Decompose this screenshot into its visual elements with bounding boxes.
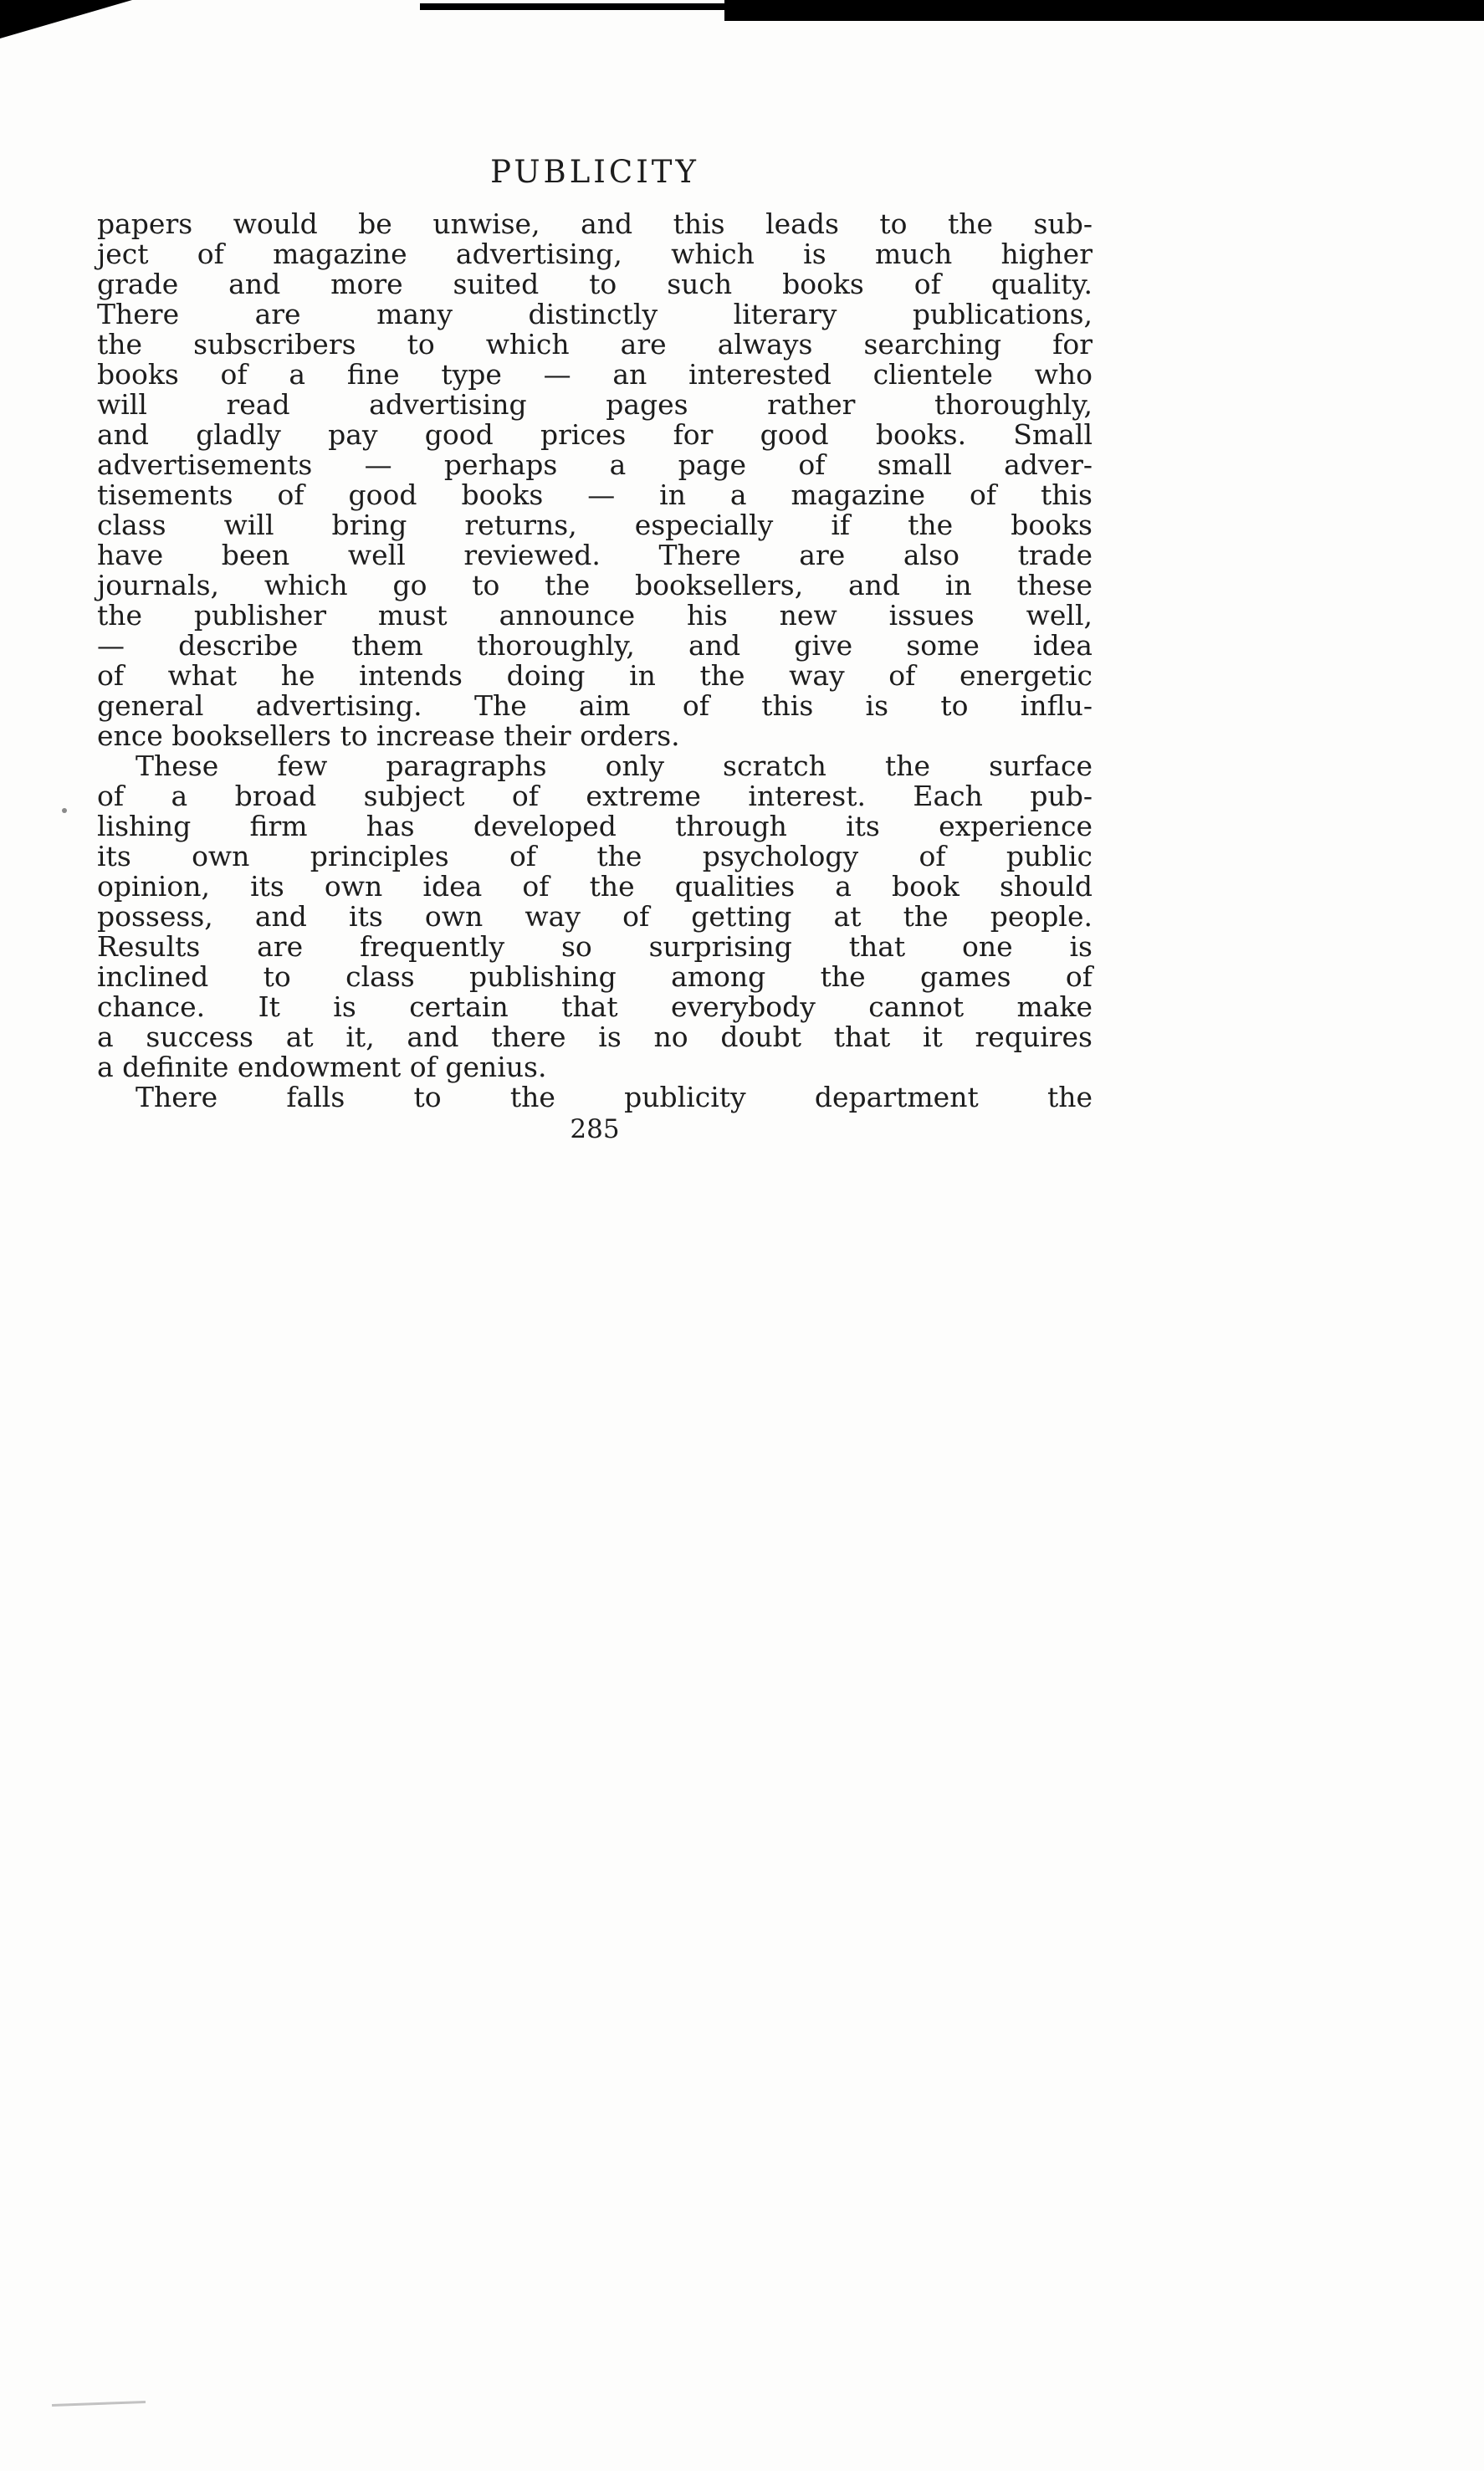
text-line: possess, and its own way of getting at the people. [97, 900, 1093, 933]
text-line: the publisher must announce his new issues well, [97, 599, 1093, 632]
text-line: There falls to the publicity department the [136, 1081, 1093, 1113]
text-line: books of a fine type — an interested clientele who [97, 358, 1093, 391]
text-line: advertisements — perhaps a page of small adver- [97, 448, 1093, 481]
text-line: tisements of good books — in a magazine of this [97, 478, 1093, 511]
scan-artifact-top-left [0, 0, 132, 38]
page-number: 285 [570, 1114, 620, 1144]
text-line: papers would be unwise, and this leads to the sub- [97, 207, 1093, 240]
text-line: the subscribers to which are always searching for [97, 328, 1093, 361]
text-line: journals, which go to the booksellers, and in these [97, 569, 1093, 601]
text-line: a success at it, and there is no doubt that it requires [97, 1021, 1093, 1053]
paragraph [97, 751, 1093, 1082]
text-line: inclined to class publishing among the games of [97, 960, 1093, 993]
text-line: and gladly pay good prices for good books. Small [97, 418, 1093, 451]
text-line: grade and more suited to such books of quality. [97, 268, 1093, 300]
text-block [97, 154, 1093, 1144]
text-line: Results are frequently so surprising that one is [97, 930, 1093, 963]
running-head: PUBLICITY [490, 154, 699, 190]
text-line: general advertising. The aim of this is to influ- [97, 689, 1093, 722]
text-line: ject of magazine advertising, which is much higher [97, 238, 1093, 270]
text-line: a definite endowment of genius. [97, 1051, 547, 1083]
body-text [97, 209, 1093, 1113]
scan-speck [62, 808, 67, 813]
paragraph [97, 209, 1093, 751]
text-line: There are many distinctly literary publications, [97, 298, 1093, 330]
text-line: ence booksellers to increase their orders. [97, 719, 680, 752]
text-line: of what he intends doing in the way of energetic [97, 659, 1093, 692]
text-line: of a broad subject of extreme interest. Each pub- [97, 780, 1093, 812]
scan-artifact-top-rule-thick [724, 0, 1484, 21]
text-line: These few paragraphs only scratch the surface [136, 749, 1093, 782]
text-line: class will bring returns, especially if the books [97, 509, 1093, 541]
scan-mark-bottom-left [52, 2401, 146, 2407]
text-line: will read advertising pages rather thoroughly, [97, 388, 1093, 421]
paragraph [97, 1082, 1093, 1113]
text-line: its own principles of the psychology of public [97, 840, 1093, 872]
text-line: — describe them thoroughly, and give some idea [97, 629, 1093, 662]
text-line: chance. It is certain that everybody cannot make [97, 990, 1093, 1023]
text-line: have been well reviewed. There are also trade [97, 539, 1093, 571]
text-line: lishing firm has developed through its experience [97, 810, 1093, 842]
text-line: opinion, its own idea of the qualities a book should [97, 870, 1093, 903]
